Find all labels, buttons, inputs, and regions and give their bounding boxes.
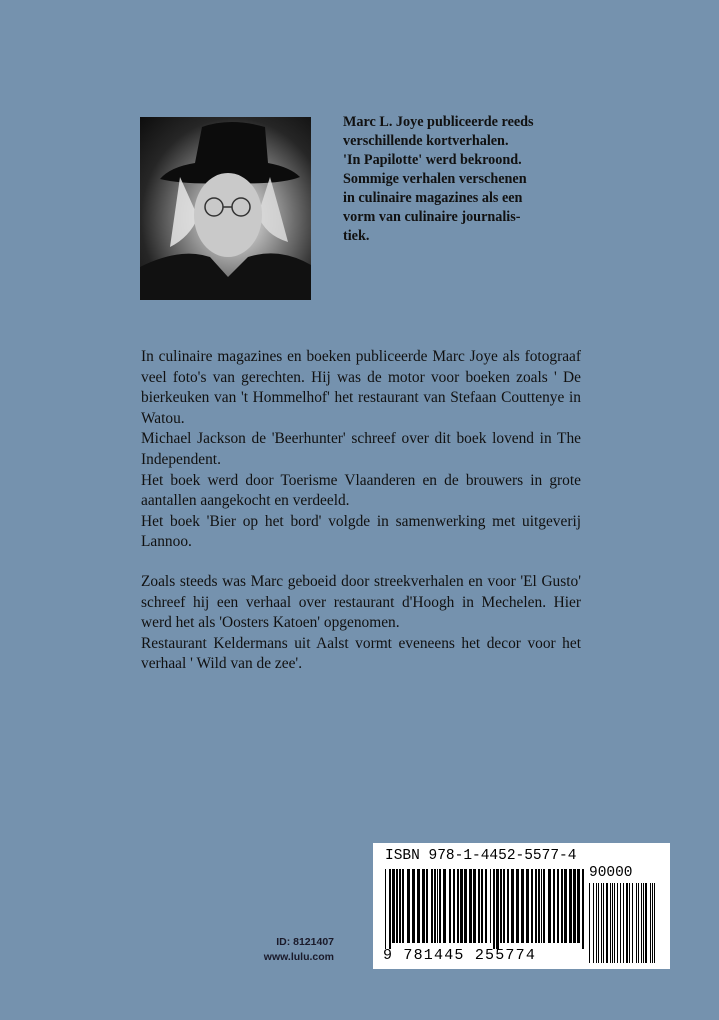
barcode-box bbox=[373, 843, 670, 969]
barcode-bar bbox=[490, 869, 491, 943]
bio-line: verschillende kortverhalen. bbox=[343, 133, 509, 149]
barcode-bar bbox=[650, 883, 651, 963]
barcode-bar bbox=[603, 883, 604, 963]
barcode-bar bbox=[577, 869, 580, 943]
bio-line: 'In Papilotte' werd bekroond. bbox=[343, 152, 522, 168]
barcode-bar bbox=[614, 883, 615, 963]
barcode-bar bbox=[526, 869, 529, 943]
barcode-bar bbox=[412, 869, 415, 943]
barcode-bar bbox=[531, 869, 533, 943]
publisher-info bbox=[244, 935, 334, 965]
barcode-bar bbox=[503, 869, 505, 943]
barcode-bar bbox=[453, 869, 455, 943]
barcode-bar bbox=[617, 883, 618, 963]
barcode-bar bbox=[521, 869, 524, 943]
main-text bbox=[141, 347, 581, 675]
barcode-bar bbox=[564, 869, 567, 943]
barcode-bar bbox=[543, 869, 545, 943]
barcode-bar bbox=[426, 869, 428, 943]
barcode-bar bbox=[620, 883, 621, 963]
barcode-bar bbox=[392, 869, 395, 943]
barcode-bar bbox=[443, 869, 446, 943]
barcode-bar bbox=[538, 869, 540, 943]
barcode-bar bbox=[610, 883, 611, 963]
barcode-bar bbox=[507, 869, 509, 943]
paragraph: Zoals steeds was Marc geboeid door streekverhalen en voor 'El Gusto' schreef hij een verhaal over restaurant d'Hoogh in Mechelen. Hier werd het als 'Oosters Katoen' opgenomen. bbox=[141, 572, 581, 632]
bio-line: tiek. bbox=[343, 228, 370, 244]
barcode-bar bbox=[473, 869, 476, 943]
barcode-bar bbox=[402, 869, 404, 943]
barcode-bar bbox=[654, 883, 655, 963]
paragraph: Het boek 'Bier op het bord' volgde in samenwerking met uitgeverij Lannoo. bbox=[141, 512, 581, 551]
barcode-bar bbox=[389, 869, 391, 949]
paragraph: Restaurant Keldermans uit Aalst vormt eveneens het decor voor het verhaal ' Wild van de zee'. bbox=[141, 634, 581, 673]
barcode-bar bbox=[439, 869, 441, 943]
bio-line: vorm van culinaire journalis- bbox=[343, 209, 521, 225]
barcode-bar bbox=[399, 869, 401, 943]
barcode-bar bbox=[478, 869, 480, 943]
barcode-bar bbox=[561, 869, 563, 943]
barcode-bar bbox=[431, 869, 433, 943]
barcode-bar bbox=[422, 869, 425, 943]
barcode-bar bbox=[626, 883, 628, 963]
barcode-bar bbox=[434, 869, 436, 943]
paragraph: In culinaire magazines en boeken publiceerde Marc Joye als fotograaf veel foto's van gerechten. Hij was de motor voor boeken zoals ' De bierkeuken van 't Hommelhof' het restaurant van Stefaan Couttenye in Watou. bbox=[141, 348, 581, 427]
barcode-bar bbox=[385, 869, 386, 949]
paragraph: Michael Jackson de 'Beerhunter' schreef over dit boek lovend in The Independent. bbox=[141, 430, 581, 468]
barcode-bar bbox=[496, 869, 499, 949]
barcode-bar bbox=[652, 883, 653, 963]
paragraph: Het boek werd door Toerisme Vlaanderen en de brouwers in grote aantallen aangekocht en verdeeld. bbox=[141, 471, 581, 510]
barcode-bar bbox=[643, 883, 644, 963]
author-photo bbox=[140, 117, 311, 300]
barcode-bar bbox=[589, 883, 590, 963]
barcode-bar bbox=[569, 869, 572, 943]
barcode-bar bbox=[557, 869, 559, 943]
barcode-bar bbox=[593, 883, 594, 963]
barcode-bar bbox=[493, 869, 495, 949]
bio-line: Sommige verhalen verschenen bbox=[343, 171, 527, 187]
author-bio bbox=[343, 113, 593, 246]
barcode-bar bbox=[541, 869, 542, 943]
barcode-bar bbox=[641, 883, 642, 963]
barcode-bar bbox=[636, 883, 637, 963]
barcode-bar bbox=[601, 883, 602, 963]
barcode-bar bbox=[645, 883, 647, 963]
barcode-bar bbox=[582, 869, 584, 949]
barcode-bar bbox=[606, 883, 608, 963]
barcode-bar bbox=[485, 869, 487, 943]
barcode-bar bbox=[511, 869, 514, 943]
publisher-id: ID: 8121407 bbox=[276, 936, 334, 948]
addon-barcode bbox=[589, 883, 661, 963]
barcode-bar bbox=[632, 883, 633, 963]
barcode-bar bbox=[457, 869, 459, 943]
barcode-bar bbox=[464, 869, 467, 943]
barcode-bar bbox=[573, 869, 576, 943]
barcode-bar bbox=[469, 869, 472, 943]
addon-digits: 90000 bbox=[589, 865, 633, 881]
barcode-bar bbox=[535, 869, 537, 943]
barcode-bar bbox=[623, 883, 624, 963]
isbn-label: ISBN 978-1-4452-5577-4 bbox=[385, 848, 577, 864]
barcode-bar bbox=[629, 883, 630, 963]
barcode-bar bbox=[548, 869, 551, 943]
publisher-url: www.lulu.com bbox=[263, 951, 334, 963]
barcode-bar bbox=[417, 869, 420, 943]
barcode-bar bbox=[596, 883, 597, 963]
barcode-bar bbox=[481, 869, 483, 943]
barcode-bar bbox=[598, 883, 599, 963]
barcode-bar bbox=[437, 869, 438, 943]
barcode-bar bbox=[638, 883, 639, 963]
barcode-bar bbox=[553, 869, 555, 943]
barcode-bar bbox=[500, 869, 502, 943]
barcode-bar bbox=[407, 869, 410, 943]
bio-line: Marc L. Joye publiceerde reeds bbox=[343, 114, 534, 130]
bio-line: in culinaire magazines als een bbox=[343, 190, 523, 206]
barcode-bar bbox=[449, 869, 451, 943]
ean-digits: 9 781445 255774 bbox=[383, 947, 537, 964]
barcode-bar bbox=[612, 883, 613, 963]
ean-barcode bbox=[385, 869, 585, 949]
barcode-bar bbox=[516, 869, 519, 943]
barcode-bar bbox=[396, 869, 398, 943]
barcode-bar bbox=[460, 869, 463, 943]
